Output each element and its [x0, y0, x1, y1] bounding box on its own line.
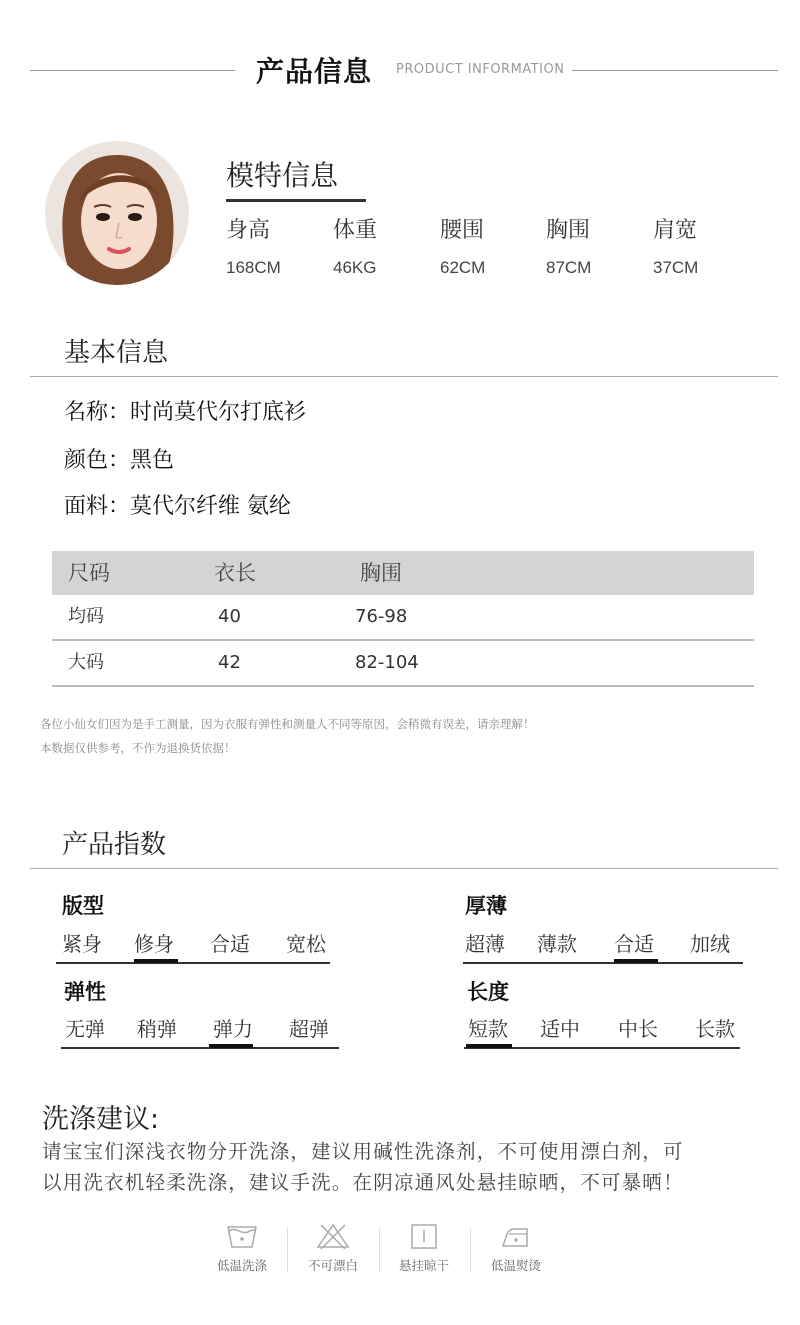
- reference-note: 本数据仅供参考，不作为退换货依据！: [40, 741, 236, 755]
- thickness-options: [463, 928, 743, 964]
- stat-value: 87CM: [546, 258, 592, 277]
- stat-label: 体重: [333, 218, 378, 243]
- fit-option: 合适: [210, 932, 250, 956]
- length-options: [464, 1013, 740, 1049]
- product-index-divider: [30, 868, 778, 869]
- elasticity-options: [61, 1013, 339, 1049]
- thickness-option: 薄款: [537, 932, 577, 956]
- care-label: 悬挂晾干: [398, 1258, 449, 1273]
- header-bust: 胸围: [360, 561, 402, 585]
- fit-option-selected: 修身: [134, 932, 174, 956]
- product-name: 名称：时尚莫代尔打底衫: [64, 400, 307, 425]
- elasticity-selected-marker: [209, 1044, 253, 1048]
- model-stat-waist: [440, 213, 530, 278]
- elasticity-title: 弹性: [64, 980, 106, 1004]
- table-row: [52, 595, 754, 641]
- fit-selected-marker: [134, 959, 178, 963]
- stat-value: 37CM: [653, 258, 699, 277]
- hang-dry-icon: [407, 1222, 441, 1250]
- stat-value: 46KG: [333, 258, 377, 277]
- stat-label: 胸围: [546, 218, 591, 243]
- low-temp-wash-icon: [225, 1222, 259, 1250]
- model-stat-bust: [546, 213, 636, 278]
- fit-options: [56, 928, 330, 964]
- cell-bust: 76-98: [355, 606, 408, 627]
- fit-option: 紧身: [62, 932, 102, 956]
- care-divider: [379, 1228, 380, 1272]
- cell-size: 均码: [68, 606, 104, 627]
- elasticity-option: 超弹: [289, 1017, 329, 1041]
- cell-size: 大码: [68, 652, 104, 673]
- model-stat-weight: [333, 213, 423, 278]
- stat-label: 肩宽: [653, 218, 698, 243]
- header-length: 衣长: [214, 561, 256, 585]
- care-low-temp-iron: [476, 1222, 556, 1274]
- no-bleach-icon: [316, 1222, 350, 1250]
- product-color: 颜色：黑色: [64, 448, 175, 473]
- wash-advice-text: [42, 1136, 772, 1198]
- product-index-title: 产品指数: [62, 830, 167, 860]
- length-option-selected: 短款: [468, 1017, 508, 1041]
- page-title: 产品信息: [256, 55, 373, 88]
- header-line-left: [30, 70, 235, 71]
- care-divider: [470, 1228, 471, 1272]
- header-line-right: [572, 70, 778, 71]
- model-title-underline: [226, 199, 366, 202]
- stat-label: 腰围: [440, 218, 485, 243]
- table-header: [52, 551, 754, 595]
- thickness-option: 加绒: [690, 932, 730, 956]
- model-stat-shoulder: [653, 213, 743, 278]
- wash-advice-line: 请宝宝们深浅衣物分开洗涤，建议用碱性洗涤剂，不可使用漂白剂，可: [42, 1140, 684, 1163]
- care-label: 低温熨烫: [490, 1258, 541, 1273]
- thickness-selected-marker: [614, 959, 658, 963]
- elasticity-option: 无弹: [65, 1017, 105, 1041]
- fit-option: 宽松: [286, 932, 326, 956]
- thickness-title: 厚薄: [465, 894, 507, 918]
- cell-bust: 82-104: [355, 652, 419, 673]
- size-table: [52, 551, 754, 687]
- table-row: [52, 641, 754, 687]
- cell-length: 42: [218, 652, 241, 673]
- length-selected-marker: [466, 1044, 512, 1048]
- length-option: 中长: [618, 1017, 658, 1041]
- elasticity-option-selected: 弹力: [213, 1017, 253, 1041]
- model-info-title: 模特信息: [226, 159, 339, 192]
- care-label: 低温洗涤: [216, 1258, 267, 1273]
- elasticity-option: 稍弹: [137, 1017, 177, 1041]
- stat-value: 62CM: [440, 258, 486, 277]
- length-title: 长度: [467, 980, 509, 1004]
- care-hang-dry: [384, 1222, 464, 1274]
- care-low-temp-wash: [202, 1222, 282, 1274]
- thickness-option: 超薄: [465, 932, 505, 956]
- measurement-note: 各位小仙女们因为是手工测量，因为衣服有弹性和测量人不同等原因，会稍微有误差，请亲理解！: [40, 717, 535, 731]
- thickness-option-selected: 合适: [614, 932, 654, 956]
- cell-length: 40: [218, 606, 241, 627]
- fit-title: 版型: [62, 894, 104, 918]
- care-label: 不可漂白: [307, 1258, 358, 1273]
- wash-advice-title: 洗涤建议:: [42, 1104, 160, 1135]
- low-temp-iron-icon: [499, 1222, 533, 1250]
- care-divider: [287, 1228, 288, 1272]
- product-fabric: 面料：莫代尔纤维 氨纶: [64, 494, 291, 519]
- stat-label: 身高: [226, 218, 271, 243]
- model-stat-height: [226, 213, 316, 278]
- wash-advice-line: 以用洗衣机轻柔洗涤，建议手洗。在阴凉通风处悬挂晾晒，不可暴晒！: [42, 1171, 684, 1194]
- care-no-bleach: [293, 1222, 373, 1274]
- model-avatar: [45, 141, 189, 285]
- basic-info-title: 基本信息: [64, 338, 169, 368]
- length-option: 长款: [695, 1017, 735, 1041]
- basic-info-divider: [30, 376, 778, 377]
- page-subtitle: PRODUCT INFORMATION: [396, 62, 565, 77]
- length-option: 适中: [540, 1017, 580, 1041]
- header-size: 尺码: [68, 561, 110, 585]
- stat-value: 168CM: [226, 258, 281, 277]
